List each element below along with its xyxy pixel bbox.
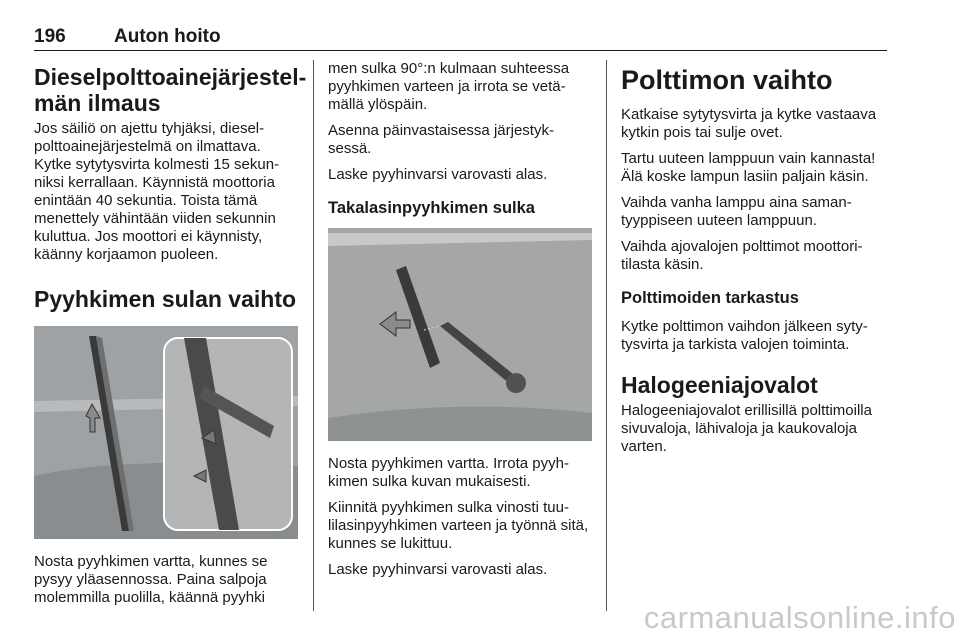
section-title-bulb: Polttimon vaihto [621, 65, 833, 95]
chapter-title: Auton hoito [114, 26, 221, 47]
paragraph: Kiinnitä pyyhkimen sulka vinosti tuulilasinpyyhkimen varteen ja työnnä sitä, kunnes se lukittuu. [328, 499, 589, 552]
paragraph: Nosta pyyhkimen vartta, kunnes se pysyy yläasennossa. Paina salpoja molemmilla puolilla, käännä pyyhki [34, 553, 268, 606]
section-title-wiper: Pyyhkimen sulan vaihto [34, 286, 297, 312]
column-divider [313, 60, 314, 611]
column-left [34, 60, 307, 615]
paragraph: Tartu uuteen lamppuun vain kannasta! Älä koske lampun lasiin paljain käsin. [621, 150, 876, 185]
section-title-halogen: Halogeeniajovalot [621, 372, 818, 398]
paragraph: Asenna päinvastaisessa järjestyksessä. [328, 122, 554, 157]
column-divider [606, 60, 607, 611]
paragraph: Vaihda vanha lamppu aina samantyyppiseen uuteen lamppuun. [621, 194, 852, 229]
section-title-diesel: Dieselpolttoainejärjestelmän ilmaus [34, 64, 307, 116]
subtitle-rear-wiper: Takalasinpyyhkimen sulka [328, 199, 535, 217]
paragraph: Halogeeniajovalot erillisillä polttimoilla sivuvaloja, lähivaloja ja kaukovaloja varten. [621, 402, 872, 455]
rear-wiper-illustration [328, 228, 592, 441]
paragraph: Vaihda ajovalojen polttimot moottoritilasta käsin. [621, 238, 863, 273]
wiper-blade-illustration [34, 326, 298, 539]
column-right [621, 60, 889, 464]
paragraph: Katkaise sytytysvirta ja kytke vastaava kytkin pois tai sulje ovet. [621, 106, 877, 141]
column-middle [328, 60, 592, 587]
paragraph: Jos säiliö on ajettu tyhjäksi, dieselpolttoainejärjestelmä on ilmattava. Kytke sytytysvirta kolmesti 15 sekunniksi kerrallaan. Käynnistä moottoria enintään 40 sekuntia. Toista tämä menettely vähintään viiden sekunnin kuluttua. Jos moottori ei käynnisty, käänny korjaamon puoleen. [34, 120, 280, 263]
watermark: carmanualsonline.info [643, 600, 956, 635]
page-number: 196 [34, 26, 66, 47]
paragraph: Laske pyyhinvarsi varovasti alas. [328, 166, 548, 183]
paragraph: Nosta pyyhkimen vartta. Irrota pyyhkimen sulka kuvan mukaisesti. [328, 455, 569, 490]
paragraph: men sulka 90°:n kulmaan suhteessa pyyhkimen varteen ja irrota se vetämällä ylöspäin. [328, 60, 570, 113]
page-header [34, 22, 887, 51]
paragraph: Laske pyyhinvarsi varovasti alas. [328, 561, 548, 578]
paragraph: Kytke polttimon vaihdon jälkeen sytytysvirta ja tarkista valojen toiminta. [621, 318, 868, 353]
subtitle-bulb-check: Polttimoiden tarkastus [621, 289, 799, 307]
